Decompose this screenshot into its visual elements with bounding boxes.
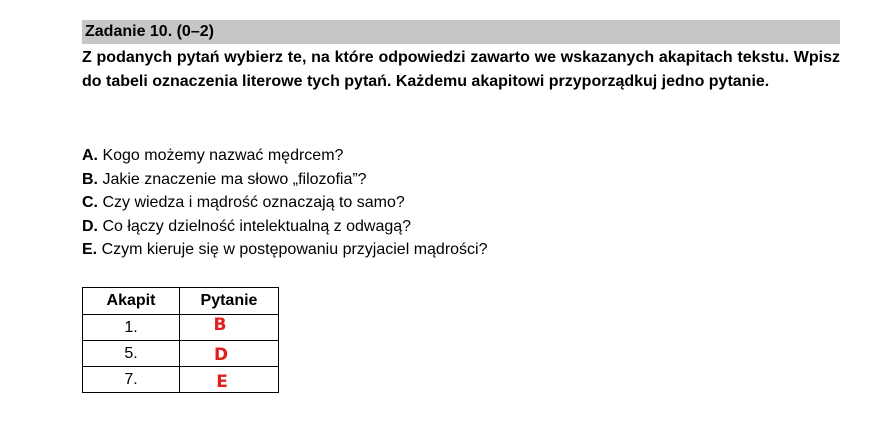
akapit-cell: 7. [83,367,180,393]
answer-value: B [213,314,227,335]
answer-cell[interactable] [180,315,279,341]
header-akapit: Akapit [83,288,180,315]
option-letter: E. [82,241,98,258]
option-letter: B. [82,170,98,188]
task-title: Zadanie 10. (0–2) [85,23,214,40]
header-pytanie: Pytanie [180,288,279,315]
table-row [83,315,279,341]
question-options-list [82,144,840,262]
option-letter: D. [82,217,98,235]
option-text: Czy wiedza i mądrość oznaczają to samo? [98,194,405,211]
option-text: Kogo możemy nazwać mędrcem? [98,147,344,164]
answer-value: E [216,371,228,392]
option-e [82,238,840,262]
akapit-cell: 1. [83,315,180,341]
task-instruction: Z podanych pytań wybierz te, na które odpowiedzi zawarto we wskazanych akapitach tekstu. Wpisz do tabeli oznaczenia literowe tych pytań. Każdemu akapitowi przyporządkuj jedno pytanie. [82,49,840,90]
table-header-row [83,288,279,315]
option-letter: A. [82,147,98,164]
answer-table [82,287,279,393]
option-b [82,168,840,192]
option-text: Co łączy dzielność intelektualną z odwagą? [98,217,412,235]
answer-cell[interactable] [180,341,279,367]
option-text: Jakie znaczenie ma słowo „filozofia”? [98,170,367,188]
option-d [82,215,840,239]
option-text: Czym kieruje się w postępowaniu przyjaciel mądrości? [97,241,488,258]
akapit-cell: 5. [83,341,180,367]
table-row [83,341,279,367]
task-header [82,20,840,44]
option-letter: C. [82,194,98,211]
answer-cell[interactable] [180,367,279,393]
table-row [83,367,279,393]
option-c [82,191,840,215]
option-a [82,144,840,168]
answer-value: D [213,344,229,365]
